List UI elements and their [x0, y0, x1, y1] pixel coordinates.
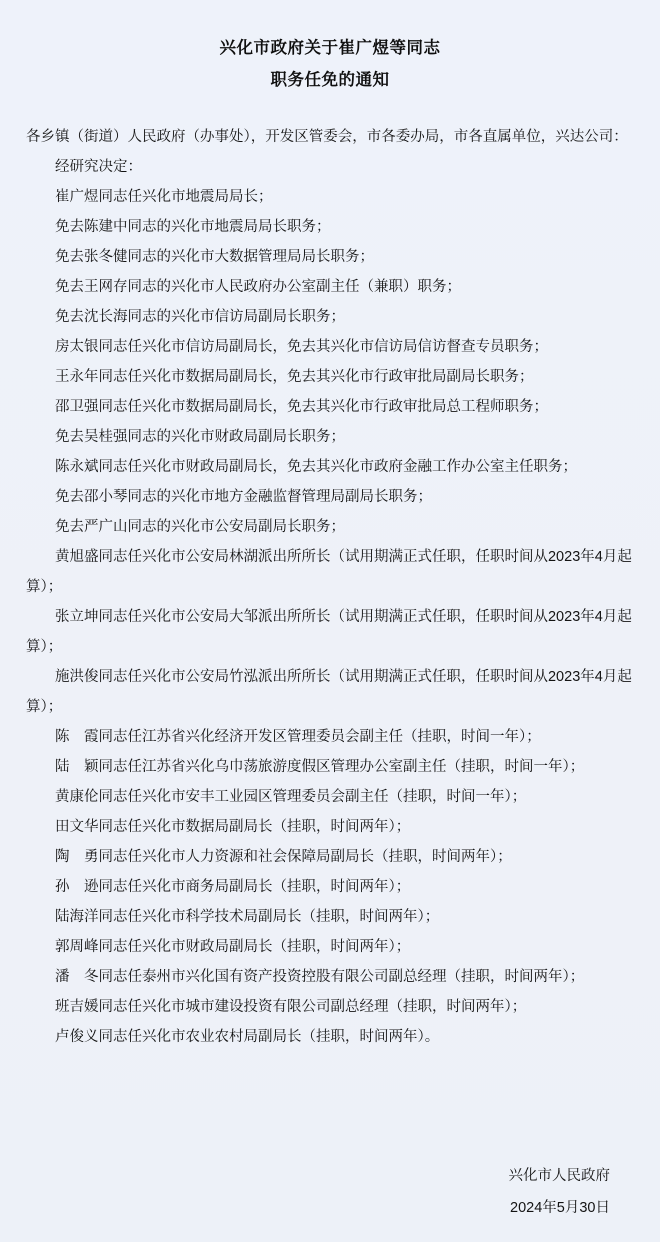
- appointment-item: 班吉媛同志任兴化市城市建设投资有限公司副总经理（挂职，时间两年）；: [55, 999, 527, 1015]
- appointment-item: 陆 颖同志任江苏省兴化乌巾荡旅游度假区管理办公室副主任（挂职，时间一年）；: [55, 759, 585, 775]
- appointment-item: 黄旭盛同志任兴化市公安局林湖派出所所长（试用期满正式任职，任职时间从2023年4月起算）；: [26, 549, 632, 595]
- appointment-item: 黄康伦同志任兴化市安丰工业园区管理委员会副主任（挂职，时间一年）；: [55, 789, 527, 805]
- appointment-item: 崔广煜同志任兴化市地震局局长；: [55, 189, 273, 205]
- lead-paragraph: 经研究决定：: [55, 159, 142, 175]
- appointment-item: 房太银同志任兴化市信访局副局长，免去其兴化市信访局信访督查专员职务；: [55, 339, 548, 355]
- signature-date: 2024年5月30日: [510, 1200, 610, 1216]
- appointment-item: 陈永斌同志任兴化市财政局副局长，免去其兴化市政府金融工作办公室主任职务；: [55, 459, 577, 475]
- body-spacer: [26, 1052, 634, 1144]
- appointment-item: 潘 冬同志任泰州市兴化国有资产投资控股有限公司副总经理（挂职，时间两年）；: [55, 969, 585, 985]
- appointment-item: 张立坤同志任兴化市公安局大邹派出所所长（试用期满正式任职，任职时间从2023年4月起算）；: [26, 609, 632, 655]
- appointment-item: 免去沈长海同志的兴化市信访局副局长职务；: [55, 309, 345, 325]
- appointment-item: 免去邵小琴同志的兴化市地方金融监督管理局副局长职务；: [55, 489, 432, 505]
- document-title: [26, 32, 634, 96]
- appointment-item: 免去张冬健同志的兴化市大数据管理局局长职务；: [55, 249, 374, 265]
- appointment-item: 孙 逊同志任兴化市商务局副局长（挂职，时间两年）；: [55, 879, 411, 895]
- appointment-item: 郭周峰同志任兴化市财政局副局长（挂职，时间两年）；: [55, 939, 411, 955]
- appointment-item: 王永年同志任兴化市数据局副局长，免去其兴化市行政审批局副局长职务；: [55, 369, 534, 385]
- appointment-item: 卢俊义同志任兴化市农业农村局副局长（挂职，时间两年）。: [55, 1029, 440, 1045]
- appointment-item: 施洪俊同志任兴化市公安局竹泓派出所所长（试用期满正式任职，任职时间从2023年4月起算）；: [26, 669, 632, 715]
- appointment-item: 陆海洋同志任兴化市科学技术局副局长（挂职，时间两年）；: [55, 909, 440, 925]
- appointment-item: 免去王网存同志的兴化市人民政府办公室副主任（兼职）职务；: [55, 279, 461, 295]
- appointment-item: 免去吴桂强同志的兴化市财政局副局长职务；: [55, 429, 345, 445]
- appointment-item: 陶 勇同志任兴化市人力资源和社会保障局副局长（挂职，时间两年）；: [55, 849, 512, 865]
- document-body: [26, 122, 634, 1052]
- appointment-item: 陈 霞同志任江苏省兴化经济开发区管理委员会副主任（挂职，时间一年）；: [55, 729, 541, 745]
- signature-issuer: 兴化市人民政府: [508, 1168, 610, 1184]
- appointment-item: 田文华同志任兴化市数据局副局长（挂职，时间两年）；: [55, 819, 411, 835]
- opening-paragraph: 各乡镇（街道）人民政府（办事处），开发区管委会，市各委办局，市各直属单位，兴达公司：: [26, 129, 628, 145]
- appointment-item: 免去陈建中同志的兴化市地震局局长职务；: [55, 219, 331, 235]
- title-line-1: 兴化市政府关于崔广煜等同志: [219, 39, 441, 57]
- appointment-item: 邵卫强同志任兴化市数据局副局长，免去其兴化市行政审批局总工程师职务；: [55, 399, 548, 415]
- title-line-2: 职务任免的通知: [270, 71, 390, 89]
- appointment-item: 免去严广山同志的兴化市公安局副局长职务；: [55, 519, 345, 535]
- document-signature: [26, 1160, 634, 1224]
